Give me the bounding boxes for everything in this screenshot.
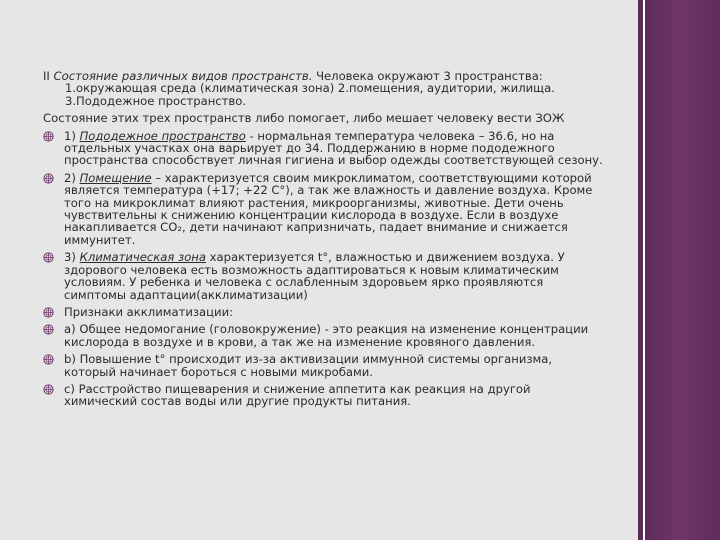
- bullet-icon: [43, 131, 54, 142]
- list-item: [43, 323, 605, 348]
- summary-paragraph: Состояние этих трех пространств либо помогает, либо мешает человеку вести ЗОЖ: [43, 111, 565, 126]
- item-prefix: 1): [64, 128, 80, 143]
- bullet-icon: [43, 173, 54, 184]
- item-text: характеризуется t°, влажностью и движением воздуха. У здорового человека есть возможность адаптироваться к новым климатическим условиям. У ребенка и человека с ослабленным здоровьем ярко проявляются симптомы адаптации(акклиматизации): [64, 250, 565, 302]
- bullet-icon: [43, 324, 54, 335]
- sidebar-divider-line: [643, 0, 645, 540]
- item-text: – характеризуется своим микроклиматом, соответствующими которой является температура (+17; +22 С°), а так же влажность и давление воздуха. Кроме того на микроклимат влияют растения, микроорганизмы, животные. Дети очень чувствительны к снижению концентрации кислорода в воздухе. Если в воздухе накапливается СО₂, дети начинают капризничать, падает внимание и снижается иммунитет.: [64, 170, 593, 247]
- slide-content: [43, 70, 605, 413]
- bullet-icon: [43, 384, 54, 395]
- list-item: [43, 353, 605, 378]
- item-prefix: 3): [64, 250, 80, 265]
- list-item: [43, 251, 605, 301]
- list-item: [43, 172, 605, 246]
- item-text: a) Общее недомогание (головокружение) - это реакция на изменение концентрации кислорода в воздухе и в крови, а так же на изменение кровяного давления.: [64, 322, 589, 349]
- bullet-icon: [43, 252, 54, 263]
- item-text: - нормальная температура человека – 36.6, но на отдельных участках она варьирует до 34. Поддержанию в норме пододежного пространства способствует личная гигиена и выбор одежды соответствующей сезону.: [64, 128, 603, 168]
- item-text: Признаки акклиматизации:: [64, 304, 234, 319]
- list-item: [43, 383, 605, 408]
- item-prefix: 2): [64, 170, 80, 185]
- item-term: Климатическая зона: [79, 250, 206, 265]
- item-term: Помещение: [79, 170, 152, 185]
- bullet-icon: [43, 354, 54, 365]
- item-text: c) Расстройство пищеварения и снижение аппетита как реакция на другой химический состав воды или другие продукты питания.: [64, 381, 531, 409]
- list-item: [43, 306, 605, 318]
- list-item: [43, 130, 605, 167]
- item-term: Пододежное пространство: [79, 128, 246, 143]
- intro-prefix: II: [43, 69, 54, 83]
- intro-title: Состояние различных видов пространств.: [53, 69, 313, 83]
- intro-text: Человека окружают 3 пространства: 1.окружающая среда (климатическая зона) 2.помещения, аудитории, жилища. 3.Пододежное пространство.: [65, 69, 555, 108]
- item-text: b) Повышение t° происходит из-за активизации иммунной системы организма, который начинает бороться с новыми микробами.: [64, 352, 553, 379]
- bullet-icon: [43, 307, 54, 318]
- decorative-sidebar: [638, 0, 720, 540]
- intro-paragraph: [43, 70, 605, 107]
